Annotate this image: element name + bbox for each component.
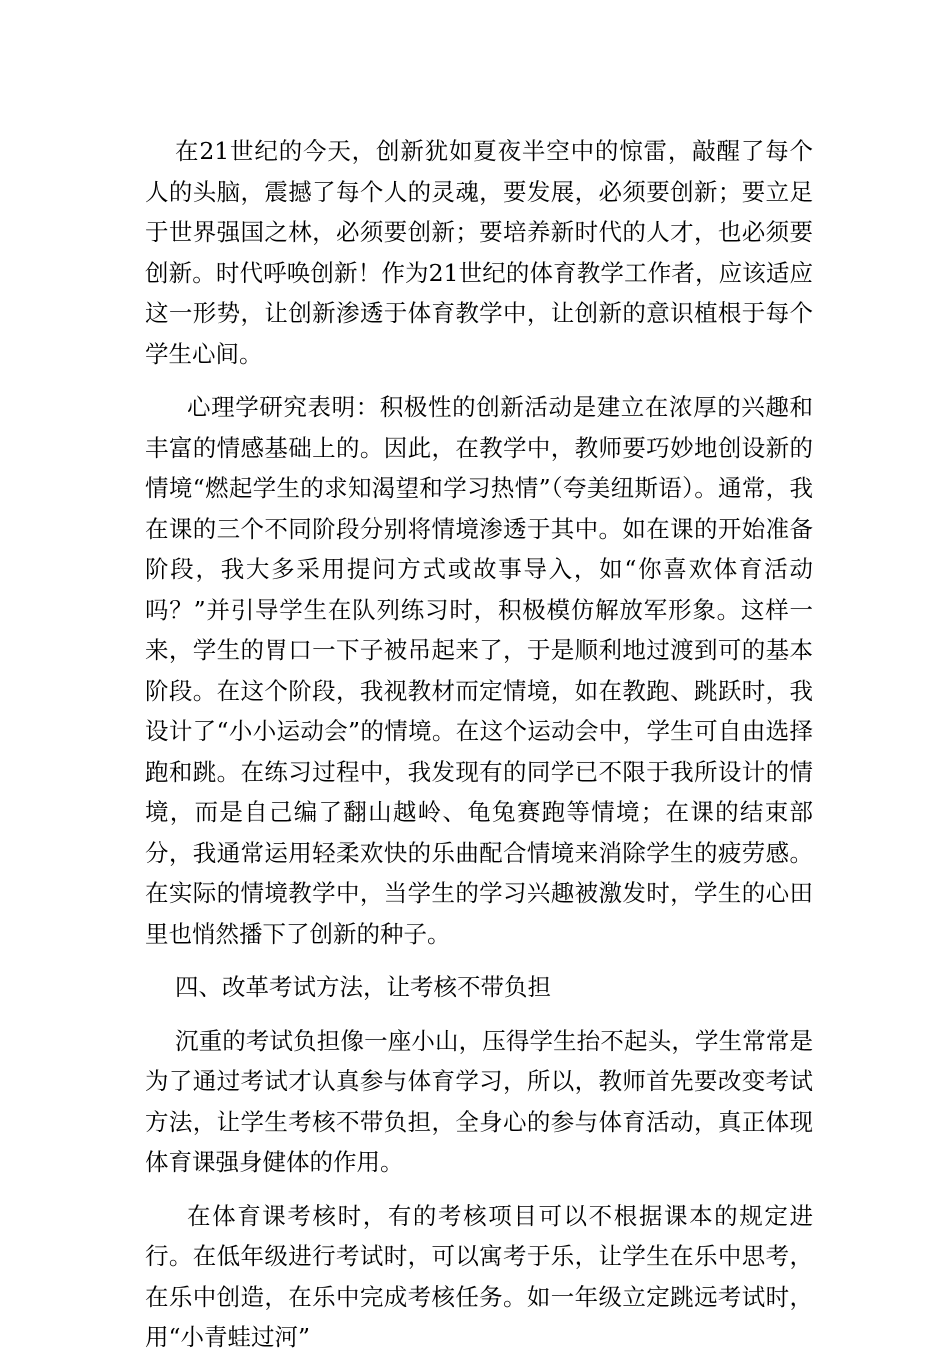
section-heading-exam-reform: 四、改革考试方法，让考核不带负担 <box>175 973 551 1001</box>
document-page <box>145 131 813 1371</box>
paragraph-situational-teaching: 心理学研究表明：积极性的创新活动是建立在浓厚的兴趣和丰富的情感基础上的。因此，在教学中，教师要巧妙地创设新的情境“燃起学生的求知渴望和学习热情”（夸美纽斯语）。通常，我在课的三个不同阶段分别将情境渗透于其中。如在课的开始准备阶段，我大多采用提问方式或故事导入，如“你喜欢体育活动吗？”并引导学生在队列练习时，积极模仿解放军形象。这样一来，学生的胃口一下子被吊起来了，于是顺利地过渡到可的基本阶段。在这个阶段，我视教材而定情境，如在教跑、跳跃时，我设计了“小小运动会”的情境。在这个运动会中，学生可自由选择跑和跳。在练习过程中，我发现有的同学已不限于我所设计的情境，而是自己编了翻山越岭、龟兔赛跑等情境；在课的结束部分，我通常运用轻柔欢快的乐曲配合情境来消除学生的疲劳感。在实际的情境教学中，当学生的学习兴趣被激发时，学生的心田里也悄然播下了创新的种子。 <box>145 393 813 948</box>
paragraph-innovation-intro: 在21世纪的今天，创新犹如夏夜半空中的惊雷，敲醒了每个人的头脑，震撼了每个人的灵魂，要发展，必须要创新；要立足于世界强国之林，必须要创新；要培养新时代的人才，也必须要创新。时代呼唤创新！作为21世纪的体育教学工作者，应该适应这一形势，让创新渗透于体育教学中，让创新的意识植根于每个学生心间。 <box>145 137 813 368</box>
paragraph-exam-burden: 沉重的考试负担像一座小山，压得学生抬不起头，学生常常是为了通过考试才认真参与体育学习，所以，教师首先要改变考试方法，让学生考核不带负担，全身心的参与体育活动，真正体现体育课强身健体的作用。 <box>145 1026 813 1176</box>
paragraph-exam-method: 在体育课考核时，有的考核项目可以不根据课本的规定进行。在低年级进行考试时，可以寓考于乐，让学生在乐中思考，在乐中创造，在乐中完成考核任务。如一年级立定跳远考试时，用“小青蛙过河” <box>145 1201 813 1351</box>
